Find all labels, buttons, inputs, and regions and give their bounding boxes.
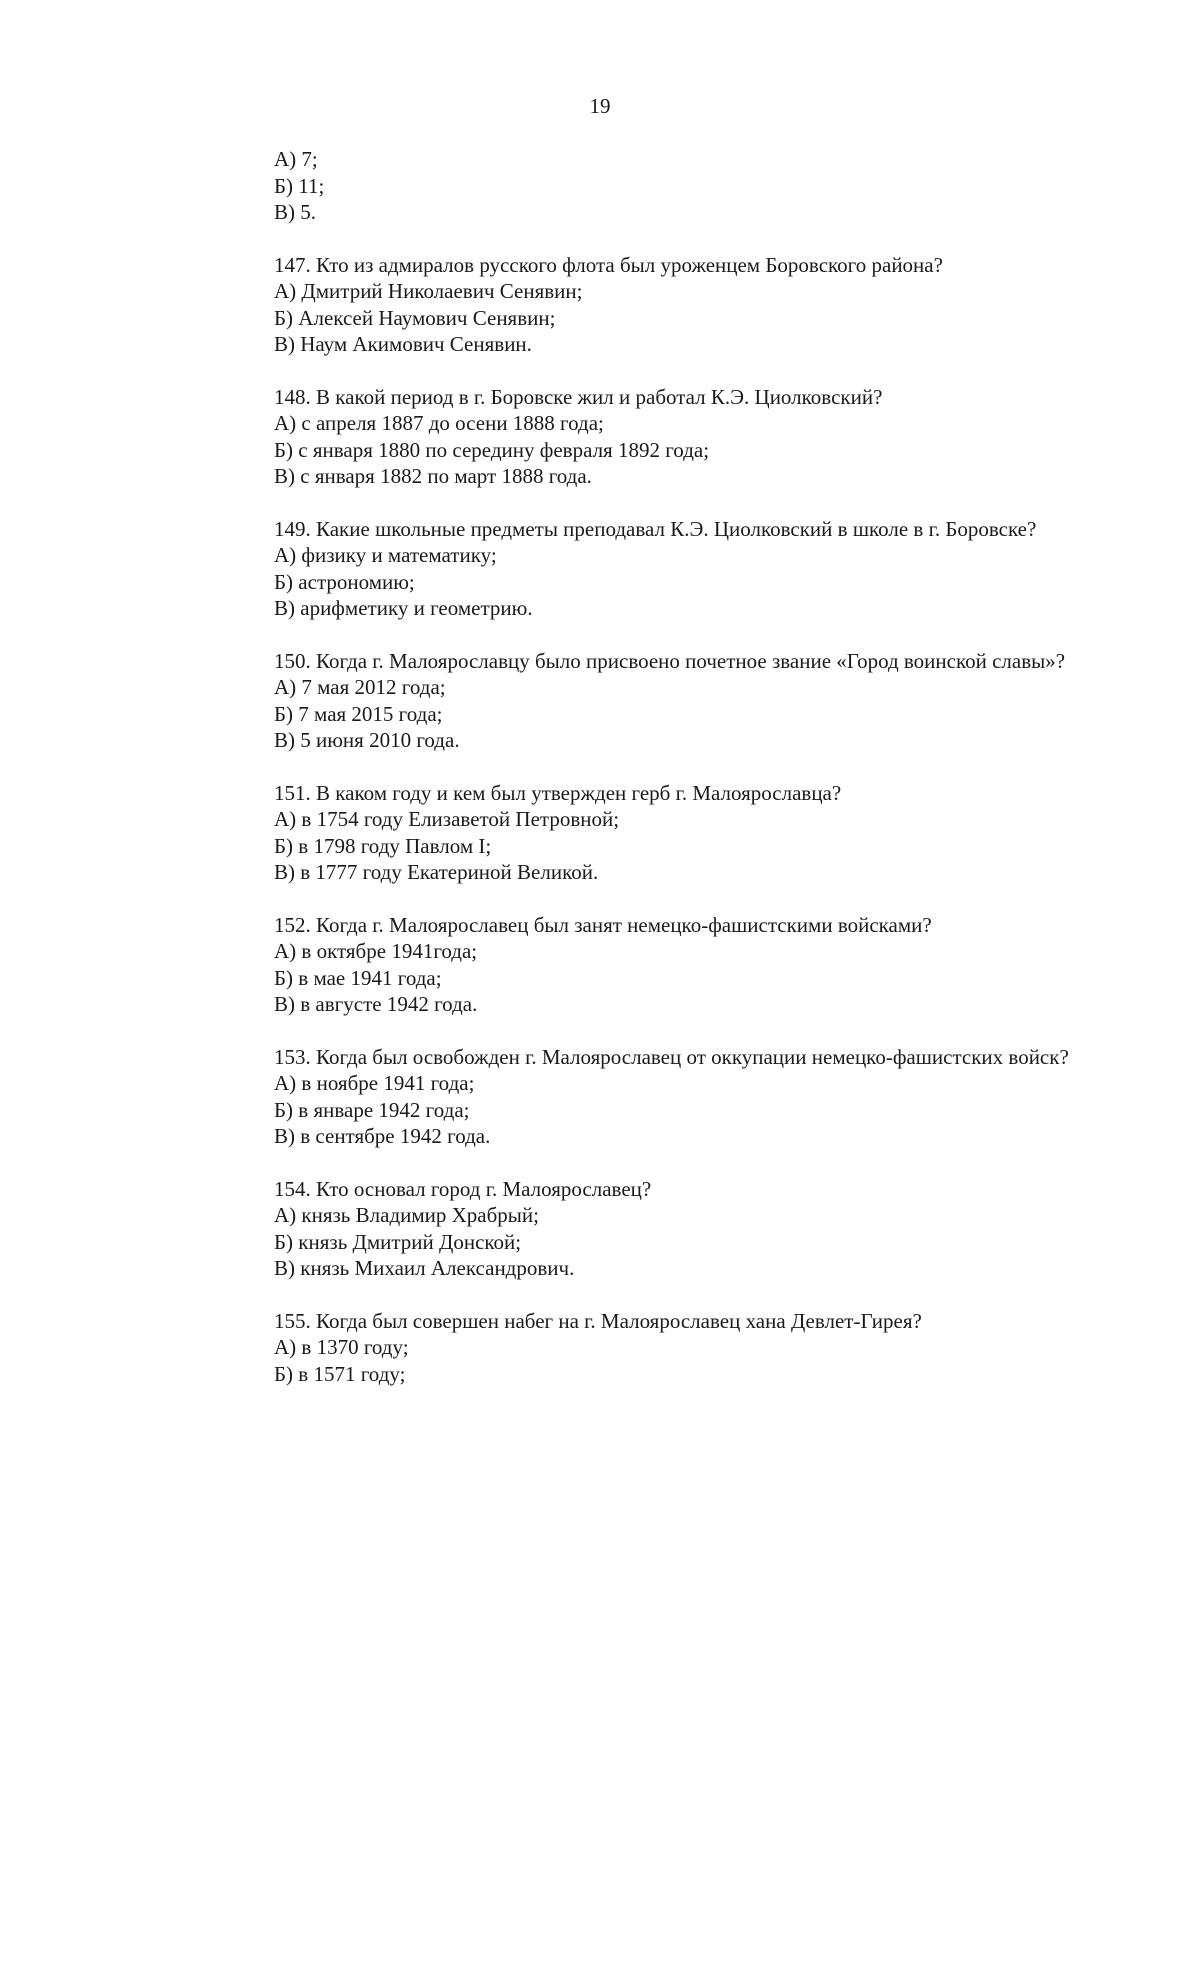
answer-option: В) в августе 1942 года.: [274, 992, 478, 1016]
answer-option: А) Дмитрий Николаевич Сенявин;: [274, 279, 583, 303]
answer-option: Б) в 1798 году Павлом I;: [274, 833, 492, 858]
question-154: [221, 1176, 1101, 1282]
answer-option: А) князь Владимир Храбрый;: [274, 1203, 539, 1227]
document-content: [221, 146, 1101, 1387]
answer-list: [274, 1202, 1101, 1282]
question-155: [221, 1308, 1101, 1388]
answer-option: А) в 1754 году Елизаветой Петровной;: [274, 807, 620, 831]
answer-option: В) арифметику и геометрию.: [274, 596, 533, 620]
answer-list: [274, 674, 1101, 754]
question-152: [221, 912, 1101, 1018]
answer-list: [274, 278, 1101, 358]
answer-option: Б) в мае 1941 года;: [274, 965, 442, 990]
answer-option: Б) астрономию;: [274, 569, 415, 594]
answer-option: Б) с января 1880 по середину февраля 1892 года;: [274, 437, 710, 462]
answer-option: А) в октябре 1941года;: [274, 939, 478, 963]
answer-option: В) в 1777 году Екатериной Великой.: [274, 860, 599, 884]
question-text: 153. Когда был освобожден г. Малоярославец от оккупации немецко-фашистских войск?: [274, 1044, 1069, 1069]
answer-option: Б) Алексей Наумович Сенявин;: [274, 305, 556, 330]
question-text: 152. Когда г. Малоярославец был занят немецко-фашистскими войсками?: [274, 912, 932, 937]
answer-option: А) в ноябре 1941 года;: [274, 1071, 475, 1095]
question-150: [221, 648, 1101, 754]
question-147: [221, 252, 1101, 358]
question-text: 155. Когда был совершен набег на г. Малоярославец хана Девлет-Гирея?: [274, 1308, 922, 1333]
answer-option: А) 7 мая 2012 года;: [274, 675, 446, 699]
answer-option: А) в 1370 году;: [274, 1335, 409, 1359]
question-151: [221, 780, 1101, 886]
previous-answer-list: [274, 146, 1101, 226]
answer-option: В) Наум Акимович Сенявин.: [274, 332, 532, 356]
answer-option: В) 5.: [274, 200, 316, 224]
answer-option: В) 5 июня 2010 года.: [274, 728, 460, 752]
answer-list: [274, 806, 1101, 886]
question-text: 148. В какой период в г. Боровске жил и работал К.Э. Циолковский?: [274, 384, 883, 409]
answer-option: Б) 11;: [274, 173, 325, 198]
question-149: [221, 516, 1101, 622]
question-text: 150. Когда г. Малоярославцу было присвоено почетное звание «Город воинской славы»?: [274, 648, 1066, 673]
page-number: 19: [589, 94, 611, 118]
question-148: [221, 384, 1101, 490]
question-153: [221, 1044, 1101, 1150]
question-text: 151. В каком году и кем был утвержден герб г. Малоярославца?: [274, 780, 842, 805]
question-text: 147. Кто из адмиралов русского флота был уроженцем Боровского района?: [274, 252, 943, 277]
answer-option: Б) в январе 1942 года;: [274, 1097, 470, 1122]
answer-list: [274, 938, 1101, 1018]
answer-option: В) князь Михаил Александрович.: [274, 1256, 575, 1280]
question-text: 154. Кто основал город г. Малоярославец?: [274, 1176, 652, 1201]
question-text: 149. Какие школьные предметы преподавал К.Э. Циолковский в школе в г. Боровске?: [274, 516, 1037, 541]
answer-option: В) в сентябре 1942 года.: [274, 1124, 491, 1148]
answer-list: [274, 1334, 1101, 1387]
answer-option: Б) 7 мая 2015 года;: [274, 701, 443, 726]
answer-option: Б) в 1571 году;: [274, 1361, 406, 1386]
answer-list: [274, 542, 1101, 622]
answer-option: А) физику и математику;: [274, 543, 497, 567]
answer-list: [274, 1070, 1101, 1150]
answer-option: А) 7;: [274, 147, 318, 171]
answer-option: А) с апреля 1887 до осени 1888 года;: [274, 411, 604, 435]
answer-list: [274, 410, 1101, 490]
answer-option: В) с января 1882 по март 1888 года.: [274, 464, 592, 488]
answer-option: Б) князь Дмитрий Донской;: [274, 1229, 522, 1254]
